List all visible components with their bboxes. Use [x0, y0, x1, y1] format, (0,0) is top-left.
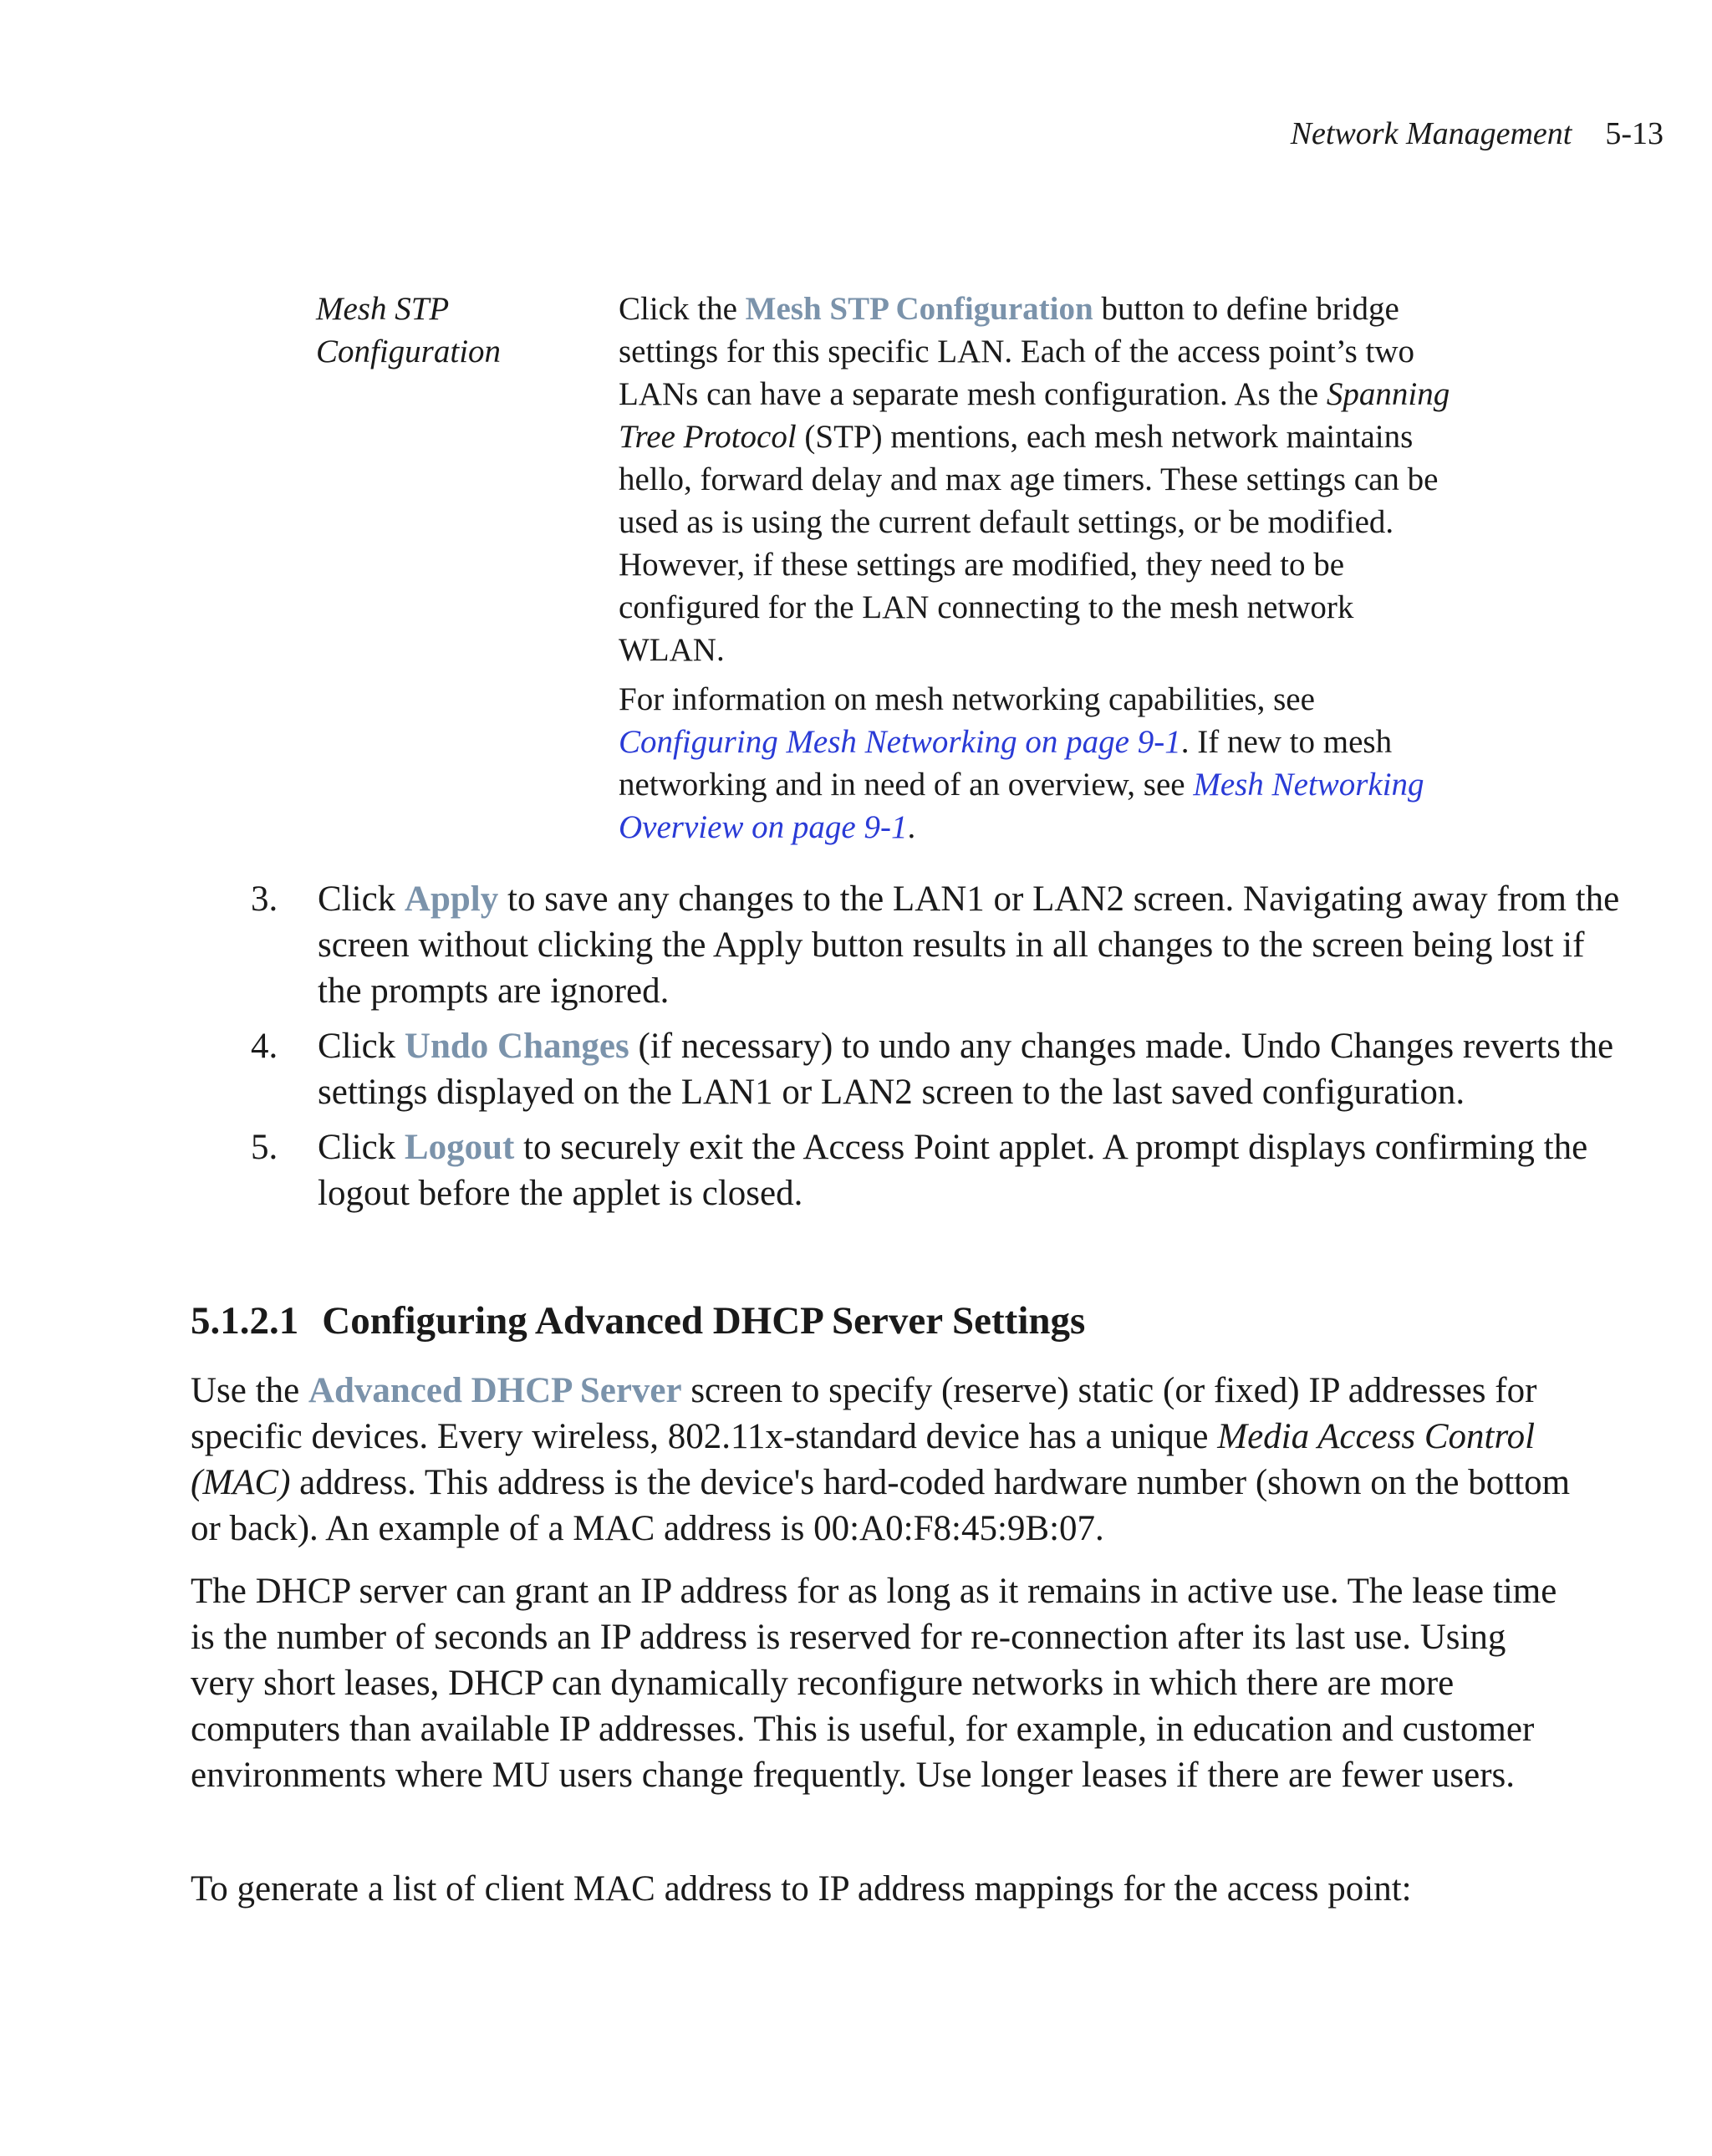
text-run: Use the [191, 1371, 308, 1410]
step-number: 5. [251, 1128, 278, 1167]
definition-paragraph-1 [619, 288, 1453, 671]
numbered-steps [251, 876, 1622, 1226]
definition-term-line-2: Configuration [316, 334, 502, 370]
running-header [1291, 115, 1664, 152]
step-item [251, 1124, 1622, 1216]
text-run: . [907, 809, 916, 845]
step-item [251, 1023, 1622, 1115]
text-run: . If new to mesh networking and in need of an overview, see [619, 724, 1393, 803]
configuring-mesh-networking-link[interactable]: Configuring Mesh Networking on page 9-1 [619, 724, 1181, 760]
text-run: address. This address is the device's hard-coded hardware number (shown on the bottom or back). An example of a MAC address is 00:A0:F8:45:9B:07. [191, 1463, 1571, 1548]
header-page-number: 5-13 [1605, 116, 1664, 151]
spanning-tree-protocol-term: Spanning Tree Protocol [619, 376, 1450, 455]
definition-term [316, 288, 567, 373]
advanced-dhcp-server-ui-reference: Advanced DHCP Server [308, 1371, 682, 1410]
mesh-stp-configuration-ui-reference: Mesh STP Configuration [745, 291, 1093, 327]
text-run: (if necessary) to undo any changes made. Undo Changes reverts the settings displayed on the LAN1 or LAN2 screen to the last saved configuration. [318, 1027, 1614, 1112]
step-item [251, 876, 1622, 1014]
text-run: Click [318, 879, 405, 919]
undo-changes-ui-reference: Undo Changes [404, 1027, 629, 1066]
section-heading [191, 1296, 1085, 1346]
section-number: 5.1.2.1 [191, 1299, 299, 1343]
body-paragraph-advanced-dhcp [191, 1368, 1578, 1552]
step-number: 4. [251, 1027, 278, 1066]
body-paragraph-lease-time: The DHCP server can grant an IP address for as long as it remains in active use. The lease time is the number of seconds an IP address is reserved for re-connection after its last use. Using very short leases, DHCP can dynamically reconfigure networks in which there are more computers than available IP addresses. This is useful, for example, in education and customer environments where MU users change frequently. Use longer leases if there are fewer users. [191, 1572, 1557, 1795]
step-number: 3. [251, 879, 278, 919]
definition-body [619, 288, 1453, 849]
text-run: to save any changes to the LAN1 or LAN2 screen. Navigating away from the screen without clicking the Apply button results in all changes to the screen being lost if the prompts are ignored. [318, 879, 1620, 1011]
mac-term: Media Access Control (MAC) [191, 1417, 1536, 1502]
text-run: button to define bridge settings for this specific LAN. Each of the access point’s two LANs can have a separate mesh configuration. As the [619, 291, 1415, 412]
definition-paragraph-2 [619, 678, 1453, 849]
body-paragraph-generate-list: To generate a list of client MAC address to IP address mappings for the access point: [191, 1869, 1412, 1909]
text-run: Click [318, 1027, 405, 1066]
text-run: screen to specify (reserve) static (or fixed) IP addresses for specific devices. Every wireless, 802.11x-standard device has a unique [191, 1371, 1537, 1456]
section-title: Configuring Advanced DHCP Server Settings [322, 1299, 1086, 1343]
text-run: Click the [619, 291, 746, 327]
text-run: Click [318, 1128, 405, 1167]
header-section-name: Network Management [1290, 116, 1572, 151]
logout-ui-reference: Logout [404, 1128, 515, 1167]
definition-block [316, 288, 1453, 855]
apply-ui-reference: Apply [404, 879, 499, 919]
definition-term-line-1: Mesh STP [316, 291, 450, 327]
text-run: to securely exit the Access Point applet. A prompt displays confirming the logout before the applet is closed. [318, 1128, 1588, 1213]
text-run: For information on mesh networking capabilities, see [619, 681, 1315, 717]
mesh-networking-overview-link[interactable]: Mesh Networking Overview on page 9-1 [619, 767, 1424, 845]
text-run: (STP) mentions, each mesh network maintains hello, forward delay and max age timers. These settings can be used as is using the current default settings, or be modified. However, if these settings are modified, they need to be configured for the LAN connecting to the mesh network WLAN. [619, 419, 1439, 668]
